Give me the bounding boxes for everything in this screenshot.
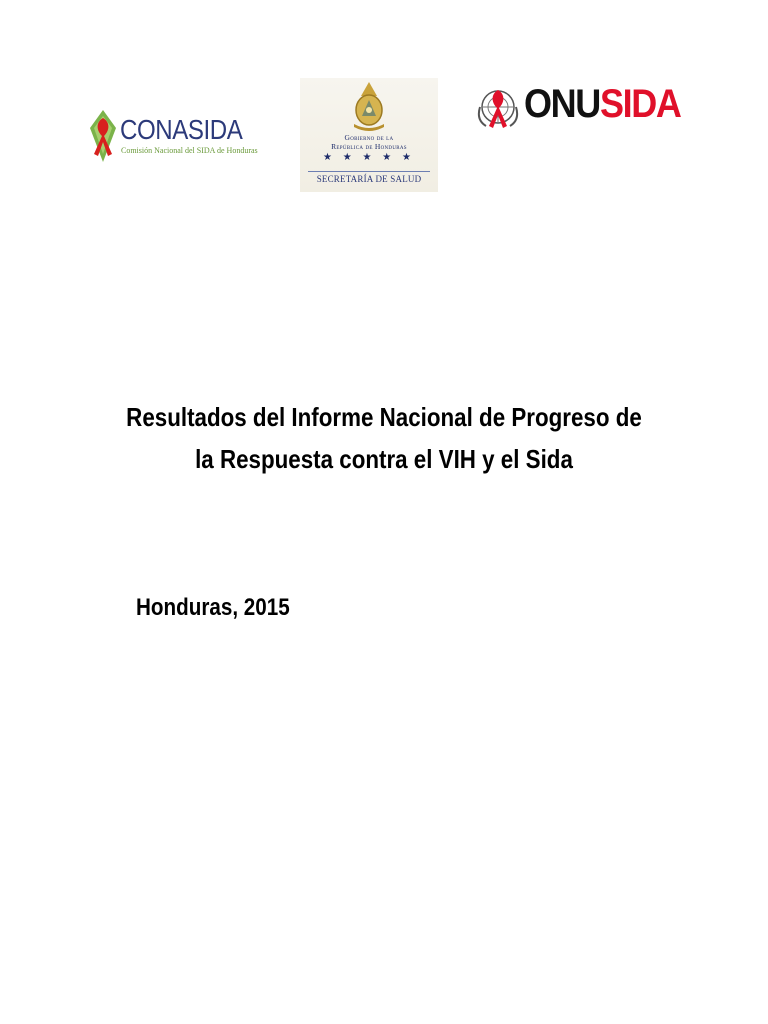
place-and-year: Honduras, 2015 [136, 594, 290, 621]
onusida-wordmark-onu: ONU [524, 82, 600, 126]
gobierno-line1: Gobierno de la [344, 133, 394, 142]
coat-of-arms-icon [350, 80, 388, 132]
onusida-logo [476, 82, 708, 132]
conasida-tagline: Comisión Nacional del SIDA de Honduras [121, 146, 258, 155]
onusida-wordmark-sida: SIDA [599, 82, 681, 126]
divider [308, 171, 430, 172]
document-title [88, 396, 680, 480]
red-ribbon-icon [88, 108, 118, 164]
gobierno-honduras-logo [300, 78, 438, 192]
title-line-2: la Respuesta contra el VIH y el Sida [195, 444, 573, 474]
conasida-logo [88, 104, 258, 164]
conasida-wordmark: CONASIDA [120, 114, 243, 145]
un-emblem-ribbon-icon [476, 84, 520, 130]
secretaria-de-salud-label: SECRETARÍA DE SALUD [316, 174, 422, 184]
gobierno-line2: República de Honduras [331, 142, 407, 151]
onusida-wordmark [524, 82, 681, 127]
five-stars-icon: ★ ★ ★ ★ ★ [323, 152, 415, 163]
title-line-1: Resultados del Informe Nacional de Progreso de [126, 402, 642, 432]
